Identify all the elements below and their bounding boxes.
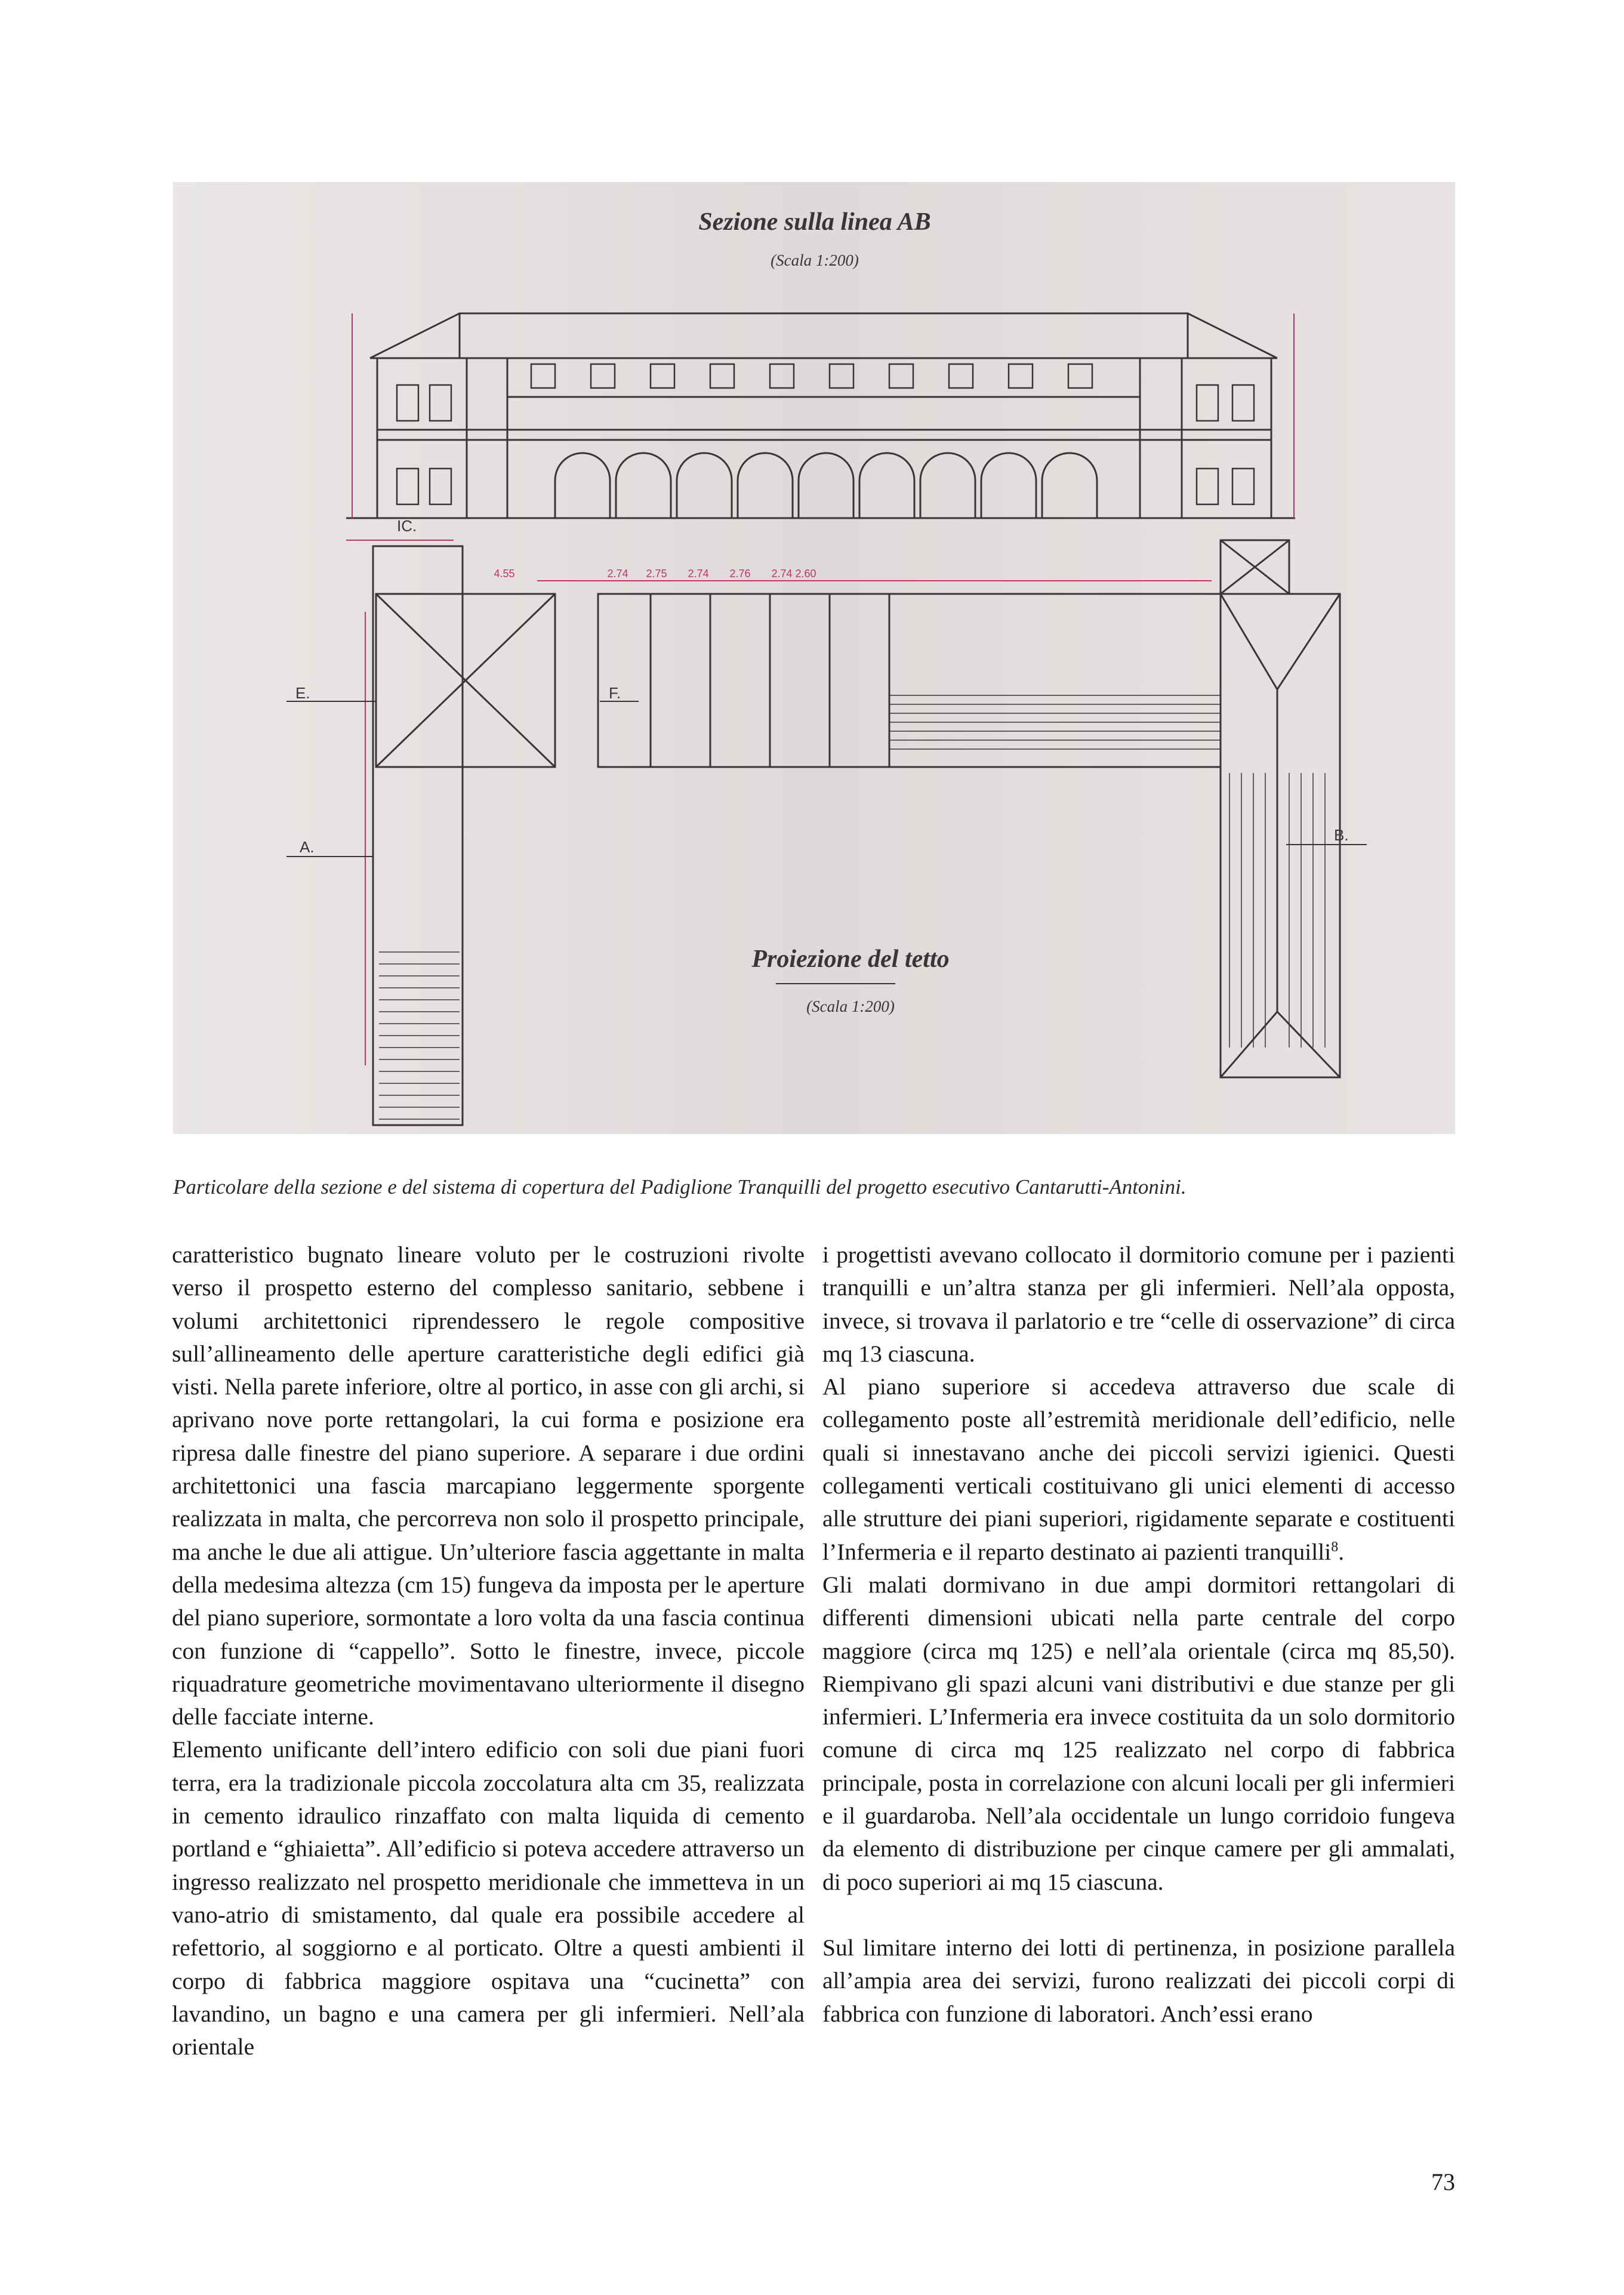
paragraph: Gli malati dormivano in due ampi dormitori rettangolari di differenti dimensioni ubicati nella parte centrale del corpo maggiore (circa mq 125) e nell’ala orientale (circa mq 85,50). Riempivano gli spazi alcuni vani distributivi e due stanze per gli infermieri. L’Infermeria era invece costituita da un solo dormitorio comune di circa mq 125 realizzato nel corpo di fabbrica principale, posta in correlazione con alcuni locali per gli infermieri e il guardaroba. Nell’ala occidentale un lungo corridoio fungeva da elemento di distribuzione per cinque camere per gli ammalati, di poco superiori ai mq 15 ciascuna.: [822, 1571, 1455, 1895]
section-scale: (Scala 1:200): [771, 251, 859, 269]
dim-6: 2.74: [771, 568, 793, 580]
dim-4: 2.74: [688, 568, 709, 580]
dim-1: 4.55: [494, 568, 515, 580]
footnote-ref[interactable]: 8: [1331, 1539, 1339, 1555]
dim-5: 2.76: [729, 568, 751, 580]
paragraph: Sul limitare interno dei lotti di pertinenza, in posizione parallela all’ampia area dei servizi, furono realizzati dei piccoli corpi di fabbrica con funzione di laboratori. Anch’essi erano: [822, 1934, 1455, 2027]
paragraph: caratteristico bugnato lineare voluto per le costruzioni rivolte verso il prospetto esterno del complesso sanitario, sebbene i volumi architettonici riprendessero le regole compositive sull’allineamento delle aperture caratteristiche degli edifici già visti. Nella parete inferiore, oltre al portico, in asse con gli archi, si aprivano nove porte rettangolari, la cui forma e posizione era ripresa dalle finestre del piano superiore. A separare i due ordini architettonici una fascia marcapiano leggermente sporgente realizzata in malta, che percorreva non solo il prospetto principale, ma anche le due ali attigue. Un’ulteriore fascia aggettante in malta della medesima altezza (cm 15) fungeva da imposta per le aperture del piano superiore, sormontate a loro volta da una fascia continua con funzione di “cappello”. Sotto le finestre, invece, piccole riquadrature geometriche movimentavano ulteriormente il disegno delle facciate interne.: [172, 1242, 805, 1730]
paragraph: [822, 1370, 1455, 1569]
figure-caption: Particolare della sezione e del sistema di copertura del Padiglione Tranquilli del progetto esecutivo Cantarutti-Antonini.: [173, 1175, 1187, 1199]
marker-b: B.: [1334, 826, 1349, 844]
label-ic: IC.: [397, 517, 417, 535]
architectural-drawing: [173, 182, 1455, 1134]
paragraph: Elemento unificante dell’intero edificio con soli due piani fuori terra, era la tradizionale piccola zoccolatura alta cm 35, realizzata in cemento idraulico rinzaffato con malta liquida di cemento portland e “ghiaietta”. All’edificio si poteva accedere attraverso un ingresso realizzato nel prospetto meridionale che immetteva in un vano-atrio di smistamento, dal quale era possibile accedere al refettorio, al soggiorno e al porticato. Oltre a questi ambienti il corpo di fabbrica maggiore ospitava una “cucinetta” con lavandino, un bagno e una camera per gli infermieri. Nell’ala orientale: [172, 1736, 805, 2060]
left-column: [172, 1239, 805, 2063]
marker-a: A.: [300, 838, 315, 856]
dim-7: 2.60: [795, 568, 816, 580]
roof-title: Proiezione del tetto: [751, 945, 950, 973]
paragraph: i progettisti avevano collocato il dormitorio comune per i pazienti tranquilli e un’altra stanza per gli infermieri. Nell’ala opposta, invece, si trovava il parlatorio e tre “celle di osservazione” di circa mq 13 ciascuna.: [822, 1242, 1455, 1367]
marker-e: E.: [295, 684, 310, 702]
dim-3: 2.75: [646, 568, 667, 580]
paragraph-end: .: [1338, 1538, 1345, 1565]
dim-2: 2.74: [607, 568, 628, 580]
page-number: 73: [1431, 2168, 1455, 2195]
marker-f: F.: [609, 684, 621, 702]
paragraph-text: Al piano superiore si accedeva attraverso due scale di collegamento poste all’estremità meridionale dell’edificio, nelle quali si innestavano anche dei piccoli servizi igienici. Questi collegamenti verticali costituivano gli unici elementi di accesso alle strutture dei piani superiori, rigidamente separate e costituenti l’Infermeria e il reparto destinato ai pazienti tranquilli: [822, 1373, 1455, 1565]
roof-scale: (Scala 1:200): [806, 997, 895, 1015]
section-title: Sezione sulla linea AB: [698, 208, 931, 236]
right-column: [822, 1239, 1455, 2031]
